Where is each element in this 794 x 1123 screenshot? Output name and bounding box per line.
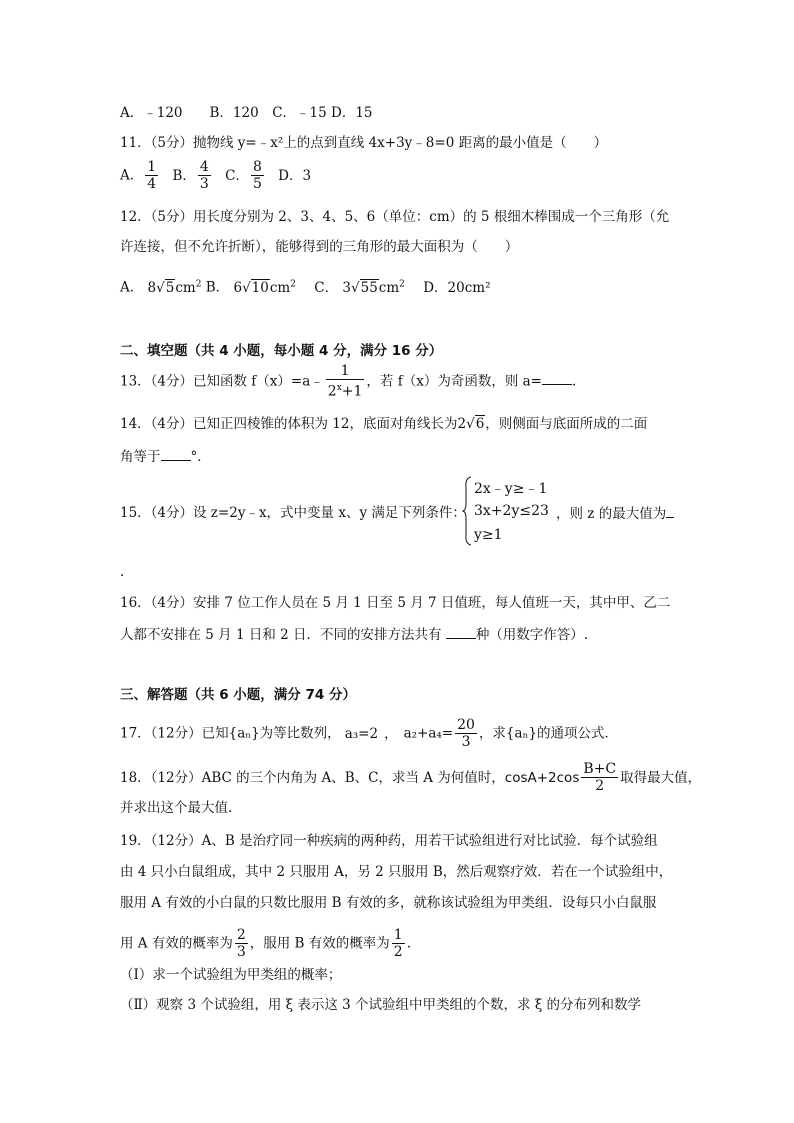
q11-stem: 11．（5分）抛物线 y=﹣x²上的点到直线 4x+3y﹣8=0 距离的最小值是（ ）: [120, 135, 608, 151]
q19-prob-a: $\frac{2}{3}$: [236, 927, 246, 960]
q12-opt-c-value: $3√55cm^2$: [342, 279, 405, 296]
q14-line1: 14．（4分）已知正四棱锥的体积为 12，底面对角线长为2√6，则侧面与底面所成的二面: [120, 416, 648, 432]
q12-opt-b-value: $6√10cm^2$: [233, 279, 296, 296]
q11-opt-d: D．3: [278, 167, 312, 184]
q11-opt-c-label: C．: [225, 167, 249, 184]
q11-opt-b-fraction: $\frac{4}{3}$: [199, 159, 209, 192]
q12-opt-a-label: A．: [120, 279, 144, 296]
q17-cond-1: a₃=2: [344, 725, 379, 742]
q17-fraction: $\frac{20}{3}$: [457, 717, 475, 750]
q15-condition-2: 3x+2y≤23: [474, 503, 549, 519]
q17-cond-2: a₂+a₄=: [403, 725, 454, 742]
q12-stem-line1: 12．（5分）用长度分别为 2、3、4、5、6（单位：cm）的 5 根细木棒围成一个三角形（允: [120, 209, 670, 225]
q14-diagonal-value: 2√6: [457, 416, 485, 432]
q19-part1: （Ⅰ）求一个试验组为甲类组的概率；: [120, 967, 342, 983]
q11-opt-b-label: B．: [172, 167, 196, 184]
q18-expression: cosA+2cos $\frac{B+C}{2}$: [504, 761, 617, 794]
q15-post: ，则 z 的最大值为: [556, 503, 674, 524]
q12-opt-a-value: $8√5cm^2$: [147, 279, 202, 296]
q18-line2: 并求出这个最大值．: [120, 800, 242, 816]
q11-options: [120, 160, 311, 192]
q12-stem-line2: 许连接，但不允许折断），能够得到的三角形的最大面积为（ ）: [120, 239, 519, 255]
q13-answer-blank[interactable]: [542, 370, 572, 385]
q11-opt-a-label: A．: [120, 167, 144, 184]
q12-opt-b-label: B．: [205, 279, 230, 296]
q19-line3: 服用 A 有效的小白鼠的只数比服用 B 有效的多，就称该试验组为甲类组．设每只小白鼠服: [120, 895, 657, 911]
q14-line2: 角等于 °．: [120, 446, 211, 467]
q10-options: A．﹣120 B．120 C．﹣15 D．15: [120, 105, 373, 121]
section3-heading: 三、解答题（共 6 小题，满分 74 分）: [120, 687, 356, 703]
q15-answer-blank[interactable]: [666, 503, 674, 518]
q15-condition-3: y≥1: [474, 527, 503, 543]
q19-line1: 19．（12分）A、B 是治疗同一种疾病的两种药，用若干试验组进行对比试验．每个试验组: [120, 833, 658, 849]
q19-prob-b: $\frac{1}{2}$: [393, 927, 403, 960]
q15-brace: [462, 476, 472, 546]
q19-line2: 由 4 只小白鼠组成，其中 2 只服用 A，另 2 只服用 B，然后观察疗效．若在一个试验组中，: [120, 864, 673, 880]
q16-answer-blank[interactable]: [446, 624, 476, 639]
q15-condition-1: 2x﹣y≥﹣1: [474, 481, 548, 497]
q18-line1: 18．（12分）ABC 的三个内角为 A、B、C，求当 A 为何值时，cosA+2cos $\frac{B+C}{2}$ 取得最大值，: [120, 761, 702, 794]
q12-opt-c-label: C．: [314, 279, 339, 296]
q15-pre: 15．（4分）设 z=2y﹣x，式中变量 x、y 满足下列条件：: [120, 505, 466, 521]
q15-end: .: [120, 564, 125, 580]
q14-answer-blank[interactable]: [161, 446, 191, 461]
q12-options: [120, 274, 490, 298]
q16-line2: 人都不安排在 5 月 1 日和 2 日．不同的安排方法共有 种（用数字作答）.: [120, 624, 588, 645]
section2-heading: 二、填空题（共 4 小题，每小题 4 分，满分 16 分）: [120, 343, 443, 359]
q17: 17．（12分）已知{aₙ}为等比数列， a₃=2 ， a₂+a₄= $\frac{20}{3}$ ，求{aₙ}的通项公式．: [120, 717, 619, 750]
q11-opt-a-fraction: $\frac{1}{4}$: [147, 159, 157, 192]
q19-line4: 用 A 有效的概率为 $\frac{2}{3}$ ，服用 B 有效的概率为 $\frac{1}{2}$ .: [120, 927, 411, 960]
q16-line1: 16．（4分）安排 7 位工作人员在 5 月 1 日至 5 月 7 日值班，每人值班一天，其中甲、乙二: [120, 595, 671, 611]
q13: 13．（4分）已知函数 f（x）=a﹣ $\frac{1}{2^x+1}$ ，若 f（x）为奇函数，则 a= .: [120, 363, 577, 400]
q11-opt-c-fraction: $\frac{8}{5}$: [252, 159, 262, 192]
q12-opt-d: D．20cm²: [423, 279, 491, 296]
q13-fraction: $\frac{1}{2^x+1}$: [327, 363, 363, 400]
q19-part2: （Ⅱ）观察 3 个试验组，用 ξ 表示这 3 个试验组中甲类组的个数，求 ξ 的分布列和数学: [120, 997, 642, 1013]
